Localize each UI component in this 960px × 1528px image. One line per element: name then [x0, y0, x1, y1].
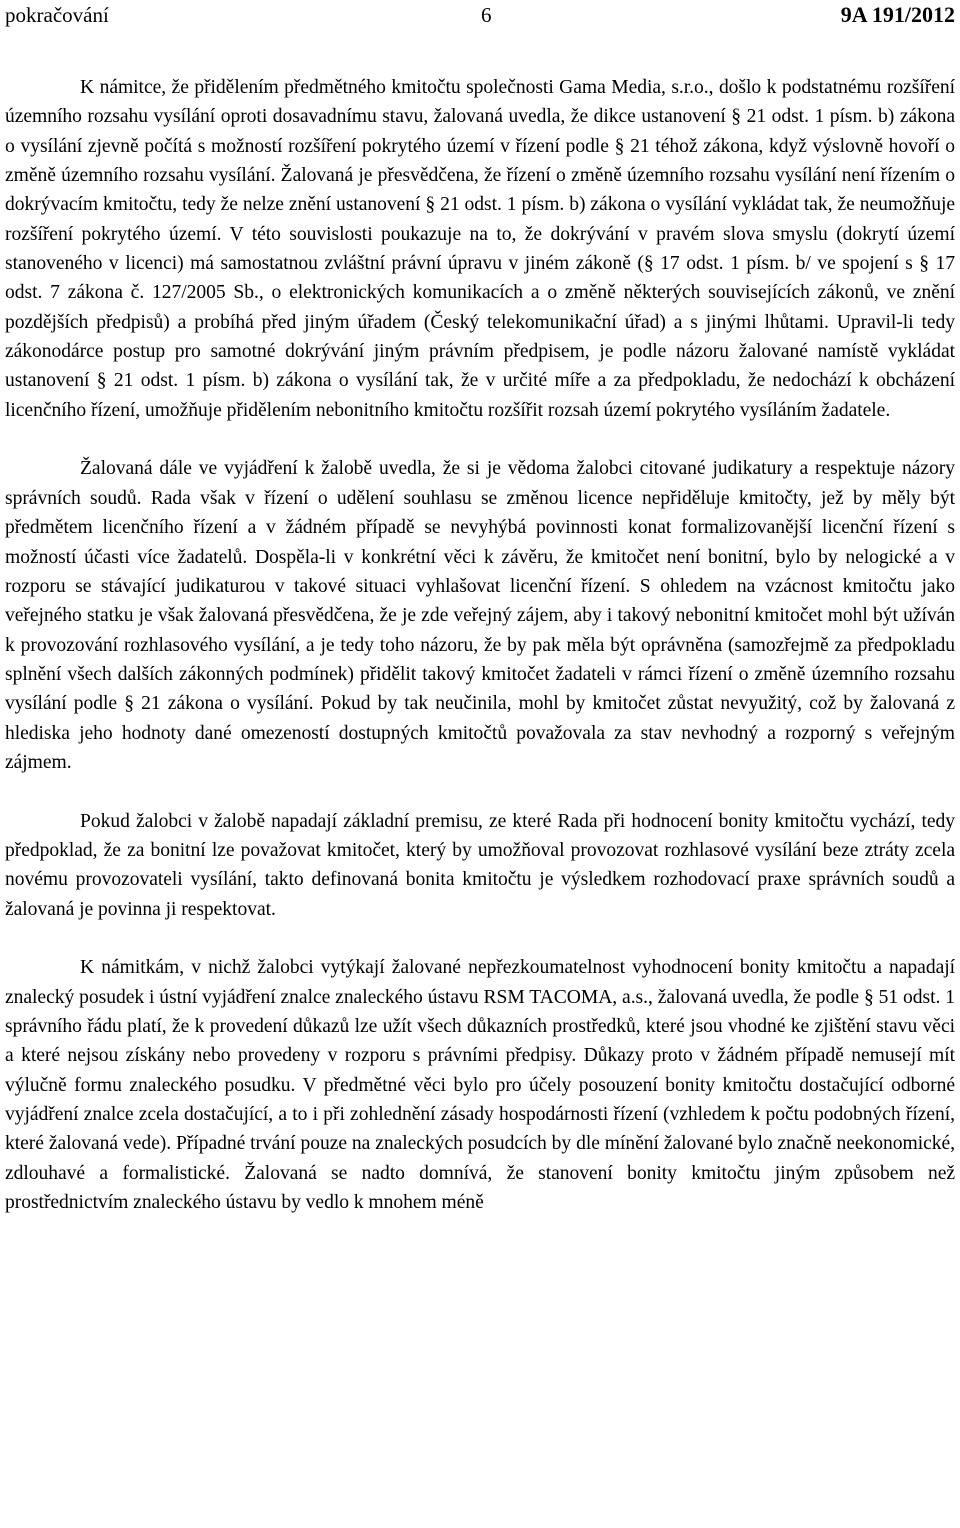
- document-body: [5, 73, 955, 1217]
- page-number: 6: [481, 3, 492, 27]
- paragraph-3: Pokud žalobci v žalobě napadají základní premisu, ze které Rada při hodnocení bonity kmitočtu vychází, tedy předpoklad, že za bonitní lze považovat kmitočet, který by umožňoval provozovat rozhlasové vysílání beze ztráty zcela novému provozovateli vysílání, takto definovaná bonita kmitočtu je výsledkem rozhodovací praxe správních soudů a žalovaná je povinna ji respektovat.: [5, 810, 955, 920]
- paragraph-1: K námitce, že přidělením předmětného kmitočtu společnosti Gama Media, s.r.o., došlo k podstatnému rozšíření územního rozsahu vysílání oproti dosavadnímu stavu, žalovaná uvedla, že dikce ustanovení § 21 odst. 1 písm. b) zákona o vysílání zjevně počítá s možností rozšíření pokrytého území v řízení podle § 21 téhož zákona, když výslovně hovoří o změně územního rozsahu vysílání. Žalovaná je přesvědčena, že řízení o změně územního rozsahu vysílání není řízením o dokrývacím kmitočtu, tedy že nelze znění ustanovení § 21 odst. 1 písm. b) zákona o vysílání vykládat tak, že neumožňuje rozšíření pokrytého území. V této souvislosti poukazuje na to, že dokrývání v pravém slova smyslu (dokrytí území stanoveného v licenci) má samostatnou zvláštní právní úpravu v jiném zákoně (§ 17 odst. 1 písm. b/ ve spojení s § 17 odst. 7 zákona č. 127/2005 Sb., o elektronických komunikacích a o změně některých souvisejících zákonů, ve znění pozdějších předpisů) a probíhá před jiným úřadem (Český telekomunikační úřad) a s jinými lhůtami. Upravil-li tedy zákonodárce postup pro samotné dokrývání jiným právním předpisem, je podle názoru žalované namístě vykládat ustanovení § 21 odst. 1 písm. b) zákona o vysílání tak, že v určité míře a za předpokladu, že nedochází k obcházení licenčního řízení, umožňuje přidělením nebonitního kmitočtu rozšířit rozsah území pokrytého vysíláním žadatele.: [5, 77, 955, 421]
- page-header: [5, 2, 955, 32]
- continuation-label: pokračování: [5, 3, 109, 27]
- paragraph-4: K námitkám, v nichž žalobci vytýkají žalované nepřezkoumatelnost vyhodnocení bonity kmitočtu a napadají znalecký posudek i ústní vyjádření znalce znaleckého ústavu RSM TACOMA, a.s., žalovaná uvedla, že podle § 51 odst. 1 správního řádu platí, že k provedení důkazů lze užít všech důkazních prostředků, které jsou vhodné ke zjištění stavu věci a které nejsou získány nebo provedeny v rozporu s právními předpisy. Důkazy proto v žádném případě nemusejí mít výlučně formu znaleckého posudku. V předmětné věci bylo pro účely posouzení bonity kmitočtu dostačující odborné vyjádření znalce zcela dostačující, a to i při zohlednění zásady hospodárnosti řízení (vzhledem k počtu podobných řízení, které žalovaná vede). Případné trvání pouze na znaleckých posudcích by dle mínění žalované bylo značně neekonomické, zdlouhavé a formalistické. Žalovaná se nadto domnívá, že stanovení bonity kmitočtu jiným způsobem než prostřednictvím znaleckého ústavu by vedlo k mnohem méně: [5, 957, 955, 1214]
- case-number: 9A 191/2012: [840, 2, 955, 27]
- paragraph-2: Žalovaná dále ve vyjádření k žalobě uvedla, že si je vědoma žalobci citované judikatury a respektuje názory správních soudů. Rada však v řízení o udělení souhlasu se změnou licence nepřiděluje kmitočty, jež by měly být předmětem licenčního řízení a v žádném případě se nevyhýbá povinnosti konat formalizovanější licenční řízení s možností účasti více žadatelů. Dospěla-li v konkrétní věci k závěru, že kmitočet není bonitní, bylo by nelogické a v rozporu se stávající judikaturou v takové situaci vyhlašovat licenční řízení. S ohledem na vzácnost kmitočtu jako veřejného statku je však žalovaná přesvědčena, že je zde veřejný zájem, aby i takový nebonitní kmitočet mohl být užíván k provozování rozhlasového vysílání, a je tedy toho názoru, že by pak měla být oprávněna (samozřejmě za předpokladu splnění všech dalších zákonných podmínek) přidělit takový kmitočet žadateli v rámci řízení o změně územního rozsahu vysílání podle § 21 zákona o vysílání. Pokud by tak neučinila, mohl by kmitočet zůstat nevyužitý, což by žalovaná z hlediska jeho hodnoty dané omezeností dostupných kmitočtů považovala za stav nevhodný a rozporný s veřejným zájmem.: [5, 458, 955, 773]
